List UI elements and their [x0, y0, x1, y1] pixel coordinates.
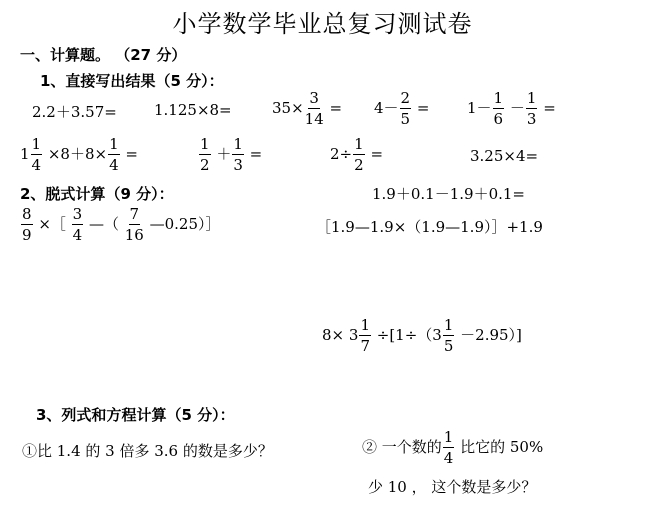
expr-r1-e3 [272, 91, 342, 127]
denominator: 5 [400, 110, 411, 128]
fraction [125, 207, 144, 243]
fraction [21, 207, 33, 243]
fraction [400, 91, 412, 127]
expr-text: 8× 3 [322, 326, 359, 344]
denominator: 14 [304, 110, 324, 128]
denominator: 6 [493, 110, 504, 128]
calc-3 [322, 318, 522, 354]
denominator: 5 [443, 337, 454, 355]
page-title: 小学数学毕业总复习测试卷 [172, 10, 473, 38]
fraction [353, 137, 365, 173]
expr-text: = [365, 145, 384, 163]
fraction [199, 137, 211, 173]
expr-r1-e1: 2.2＋3.57= [32, 103, 117, 121]
fraction [359, 318, 371, 354]
numerator: 8 [22, 205, 32, 223]
numerator: 2 [400, 89, 411, 107]
calc-1 [20, 207, 221, 243]
numerator: 1 [109, 135, 119, 153]
expr-text: 1－ [467, 99, 492, 117]
denominator: 9 [22, 226, 32, 244]
question-2 [362, 430, 543, 466]
expr-text: —（ [84, 215, 124, 233]
expr-r1-e2: 1.125×8= [154, 101, 232, 119]
expr-text: = [412, 99, 430, 117]
expr-text: － [505, 99, 525, 117]
expr-text: = [244, 145, 263, 163]
fraction [305, 91, 324, 127]
fraction [31, 137, 43, 173]
expr-text: 4－ [374, 99, 399, 117]
fraction [72, 207, 84, 243]
numerator: 1 [360, 316, 370, 334]
fraction [443, 430, 455, 466]
expr-r2-e4: 3.25×4= [470, 147, 539, 165]
denominator: 4 [31, 156, 42, 174]
denominator: 3 [233, 156, 243, 174]
fraction [108, 137, 120, 173]
denominator: 4 [109, 156, 119, 174]
question-1: ①比 1.4 的 3 倍多 3.6 的数是多少？ [22, 442, 273, 460]
numerator: 3 [309, 89, 319, 107]
expr-text: 1 [20, 145, 30, 163]
denominator: 4 [72, 226, 83, 244]
denominator: 7 [360, 337, 370, 355]
expr-text: —0.25）］ [144, 215, 221, 233]
expr-text: ×［ [33, 215, 71, 233]
section1-heading: 一、计算题。 （27 分） [20, 46, 187, 64]
denominator: 3 [526, 110, 537, 128]
expr-text: ÷[1÷（3 [371, 326, 442, 344]
part2-heading: 2、脱式计算（9 分）： [20, 185, 174, 203]
question-2-line2: 少 10 ， 这个数是多少？ [368, 478, 537, 496]
expr-text: ×8＋8× [43, 145, 108, 163]
part3-heading: 3、列式和方程计算（5 分）： [36, 406, 235, 424]
numerator: 1 [233, 135, 243, 153]
denominator: 2 [354, 156, 364, 174]
expr-text: －2.95）] [455, 326, 522, 344]
denominator: 4 [443, 449, 454, 467]
expr-r2-e1 [20, 137, 138, 173]
numerator: 1 [493, 89, 504, 107]
expr-r1-e4 [374, 91, 429, 127]
denominator: 16 [124, 226, 144, 244]
expr-text: ＋ [211, 145, 232, 163]
fraction [526, 91, 538, 127]
numerator: 1 [354, 135, 364, 153]
expr-r2-e3 [330, 137, 383, 173]
numerator: 3 [72, 205, 83, 223]
numerator: 1 [443, 428, 454, 446]
numerator: 1 [526, 89, 537, 107]
expr-text: ② 一个数的 [362, 438, 442, 456]
expr-part2-extra: 1.9＋0.1－1.9＋0.1= [372, 185, 525, 203]
expr-text: = [324, 99, 343, 117]
fraction [232, 137, 244, 173]
fraction [493, 91, 505, 127]
part1-heading: 1、直接写出结果（5 分）： [40, 72, 224, 90]
expr-text: 比它的 50% [455, 438, 544, 456]
expr-text: = [120, 145, 138, 163]
numerator: 1 [31, 135, 42, 153]
numerator: 1 [200, 135, 210, 153]
expr-r2-e2 [198, 137, 262, 173]
expr-r1-e5 [467, 91, 556, 127]
calc-2: ［1.9—1.9×（1.9—1.9）］+1.9 [316, 218, 543, 236]
fraction [443, 318, 455, 354]
expr-text: 35× [272, 99, 304, 117]
numerator: 7 [129, 205, 140, 223]
expr-text: 2÷ [330, 145, 353, 163]
expr-text: = [538, 99, 556, 117]
denominator: 2 [200, 156, 210, 174]
numerator: 1 [443, 316, 454, 334]
